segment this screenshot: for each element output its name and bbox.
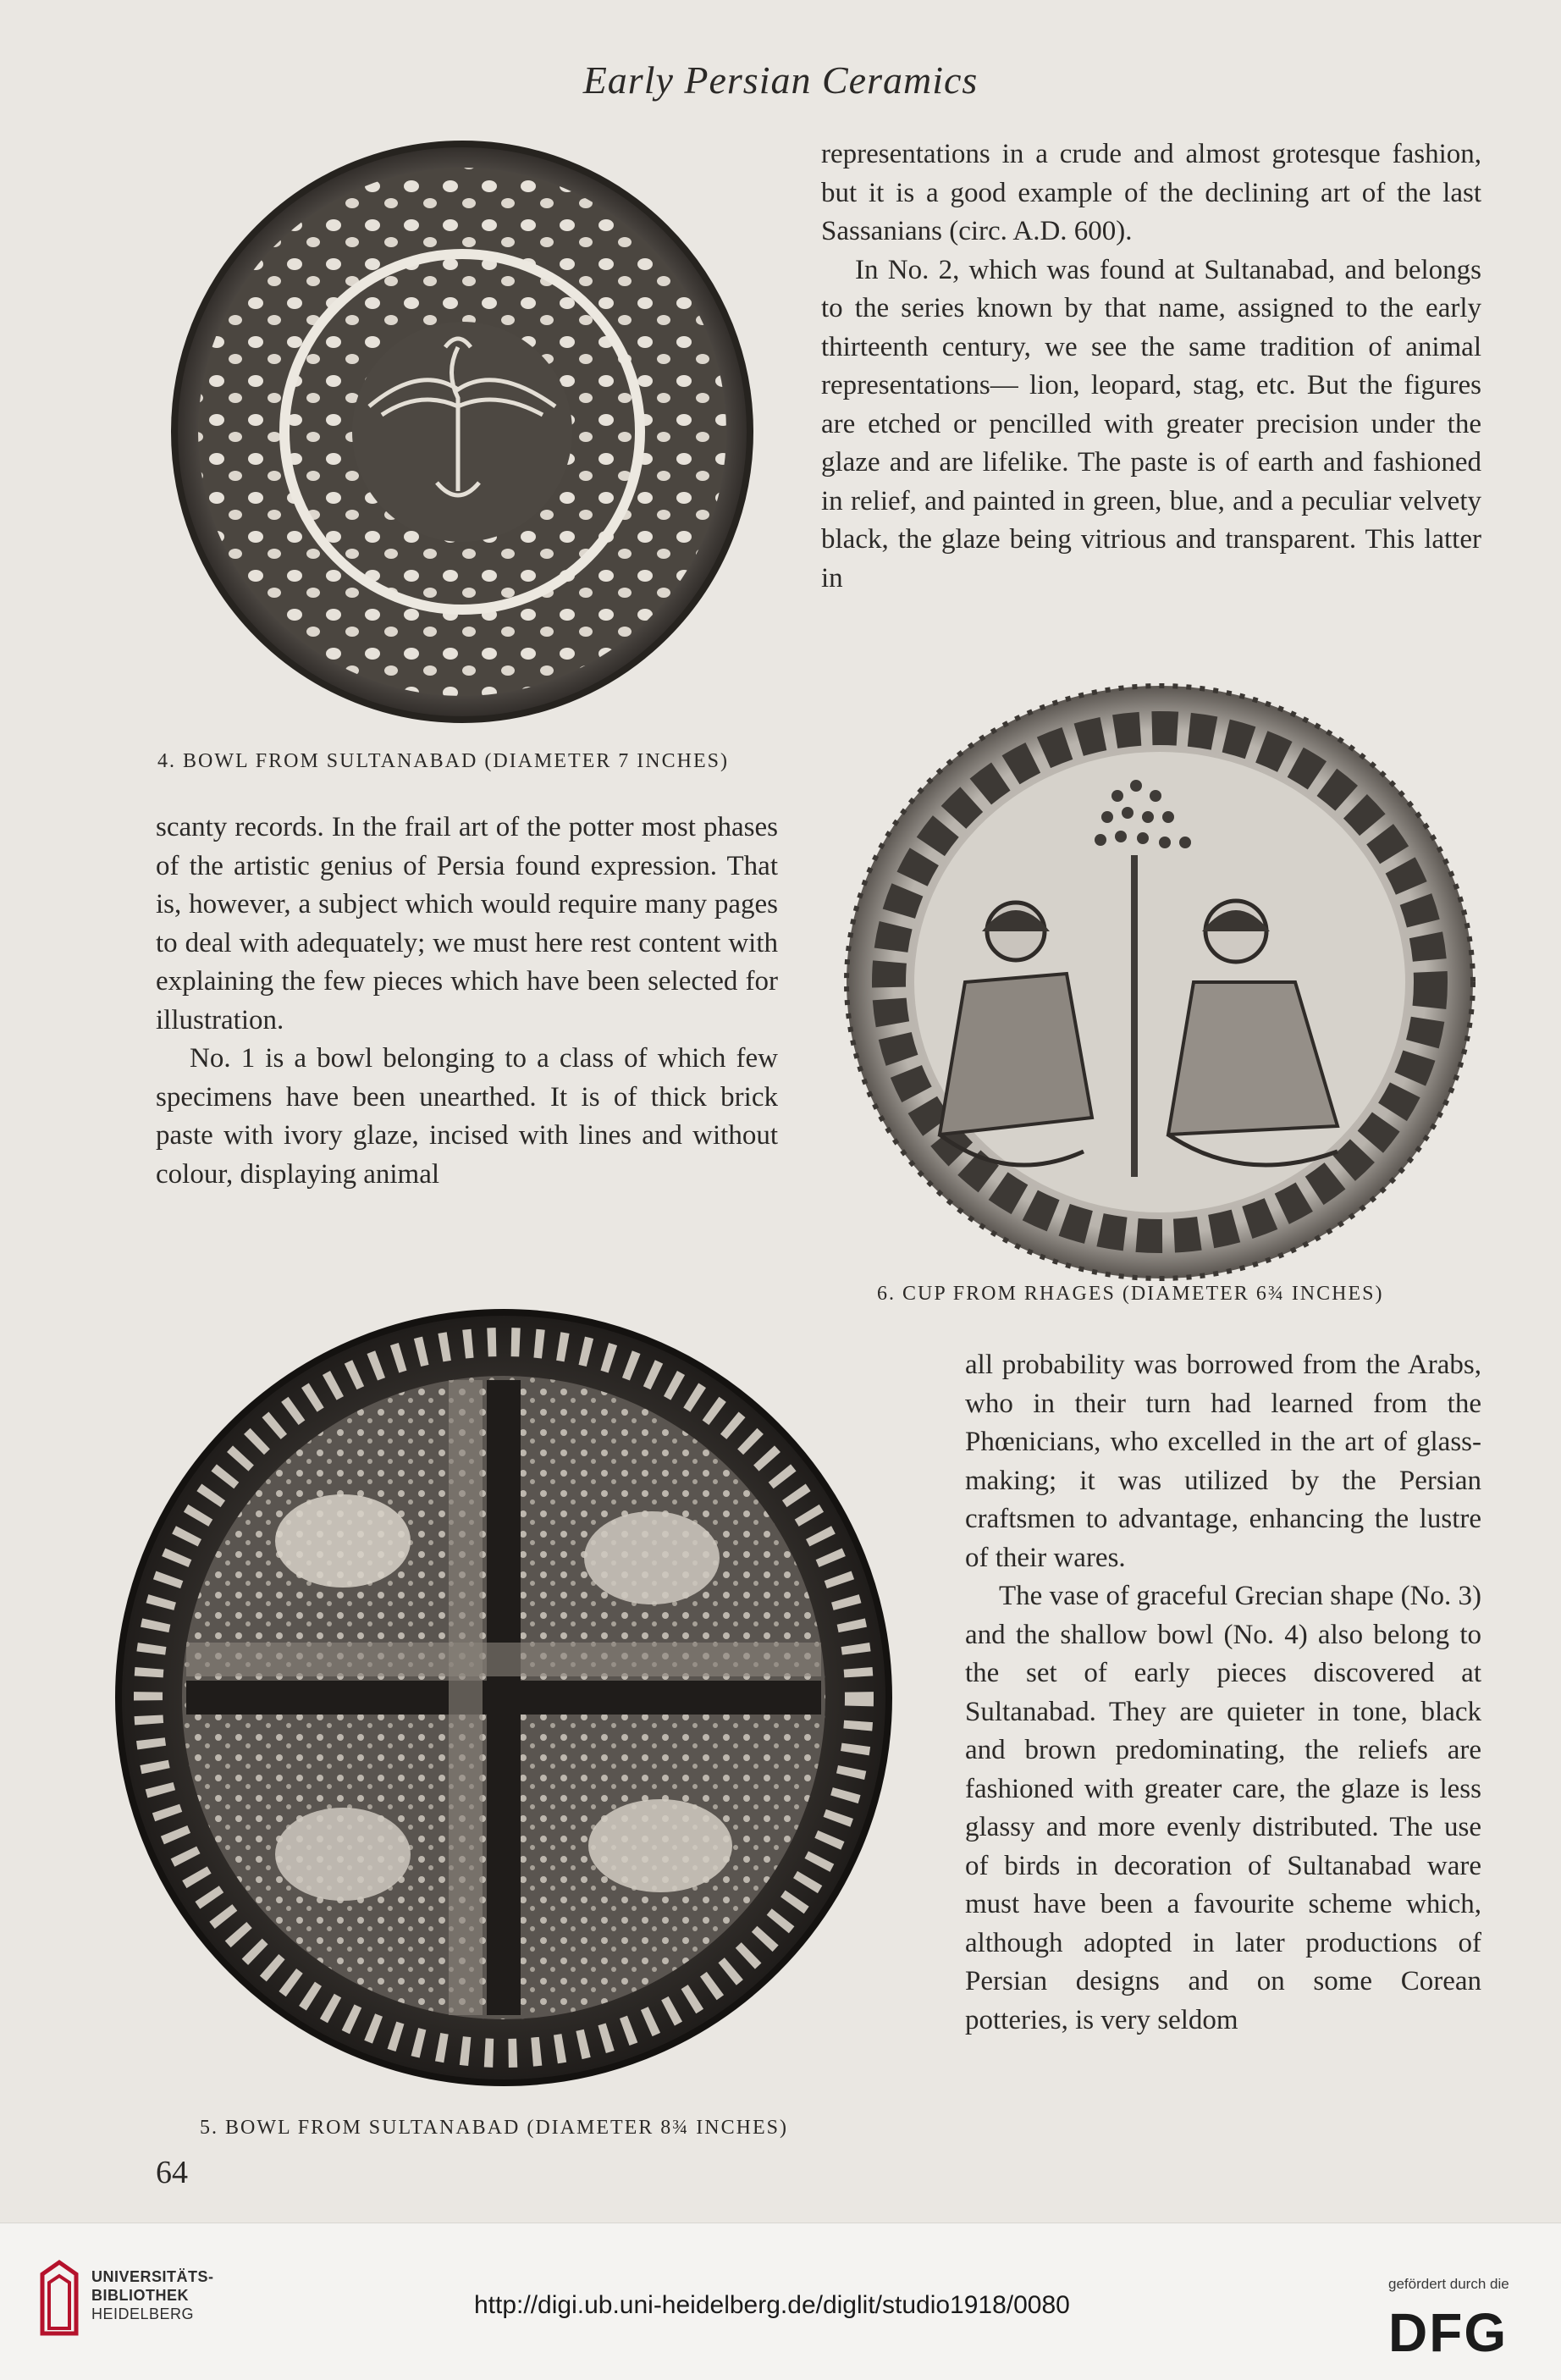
library-name-line3: HEIDELBERG xyxy=(91,2305,195,2322)
library-name-line1: UNIVERSITÄTS- xyxy=(91,2268,214,2285)
running-head: Early Persian Ceramics xyxy=(582,58,979,102)
bowl-photo-fig4 xyxy=(166,135,758,728)
left-column-middle xyxy=(156,809,778,1194)
footer-bar xyxy=(0,2223,1561,2380)
library-logo-icon[interactable] xyxy=(36,2257,83,2339)
caption-fig5: 5. BOWL FROM SULTANABAD (DIAMETER 8¾ INCHES) xyxy=(200,2117,788,2139)
paragraph: scanty records. In the frail art of the potter most phases of the artistic genius of Persia found expression. That is, however, a subject which would require many pages to deal with adequately; we must here rest content with explaining the few pieces which have been selected for illustration. xyxy=(156,812,778,1035)
right-column-top xyxy=(821,135,1481,598)
paragraph: In No. 2, which was found at Sultanabad, and belongs to the series known by that name, assigned to the early thirteenth century, we see the same tradition of animal representations— lion, leopard, stag, etc. But the figures are etched or pencilled with greater precision under the glaze and are lifelike. The paste is of earth and fashioned in relief, and painted in green, blue, and a peculiar velvety black, the glaze being vitrious and transparent. This latter in xyxy=(821,254,1481,594)
caption-fig6: 6. CUP FROM RHAGES (DIAMETER 6¾ INCHES) xyxy=(877,1283,1384,1305)
dfg-logo[interactable]: DFG xyxy=(1388,2302,1509,2363)
library-name[interactable] xyxy=(91,2267,214,2323)
page-number: 64 xyxy=(156,2155,188,2190)
source-url-link[interactable]: http://digi.ub.uni-heidelberg.de/diglit/studio1918/0080 xyxy=(474,2291,1070,2319)
caption-fig4: 4. BOWL FROM SULTANABAD (DIAMETER 7 INCHES) xyxy=(157,750,729,772)
paragraph: The vase of graceful Grecian shape (No. 3) and the shallow bowl (No. 4) also belong to the set of early pieces discovered at Sultanabad. They are quieter in tone, black and brown predominating, the reliefs are fashioned with greater care, the glaze is less glassy and more evenly distributed. The use of birds in decoration of Sultanabad ware must have been a favourite scheme which, although adopted in later productions of Persian designs and on some Corean potteries, is very seldom xyxy=(965,1581,1481,2035)
funded-by-label: gefördert durch die xyxy=(1388,2276,1509,2292)
paragraph: representations in a crude and almost grotesque fashion, but it is a good example of the declining art of the last Sassanians (circ. A.D. 600). xyxy=(821,139,1481,246)
library-name-line2: BIBLIOTHEK xyxy=(91,2287,189,2304)
paragraph: No. 1 is a bowl belonging to a class of which few specimens have been unearthed. It is of thick brick paste with ivory glaze, incised with lines and without colour, displaying animal xyxy=(156,1043,778,1190)
right-column-bottom xyxy=(965,1346,1481,2040)
bowl-photo-fig5 xyxy=(110,1304,897,2091)
paragraph: all probability was borrowed from the Arabs, who in their turn had learned from the Phœnicians, who excelled in the art of glass-making; it was utilized by the Persian craftsmen to advantage, enhancing the lustre of their wares. xyxy=(965,1350,1481,1573)
cup-photo-fig6 xyxy=(838,677,1481,1287)
